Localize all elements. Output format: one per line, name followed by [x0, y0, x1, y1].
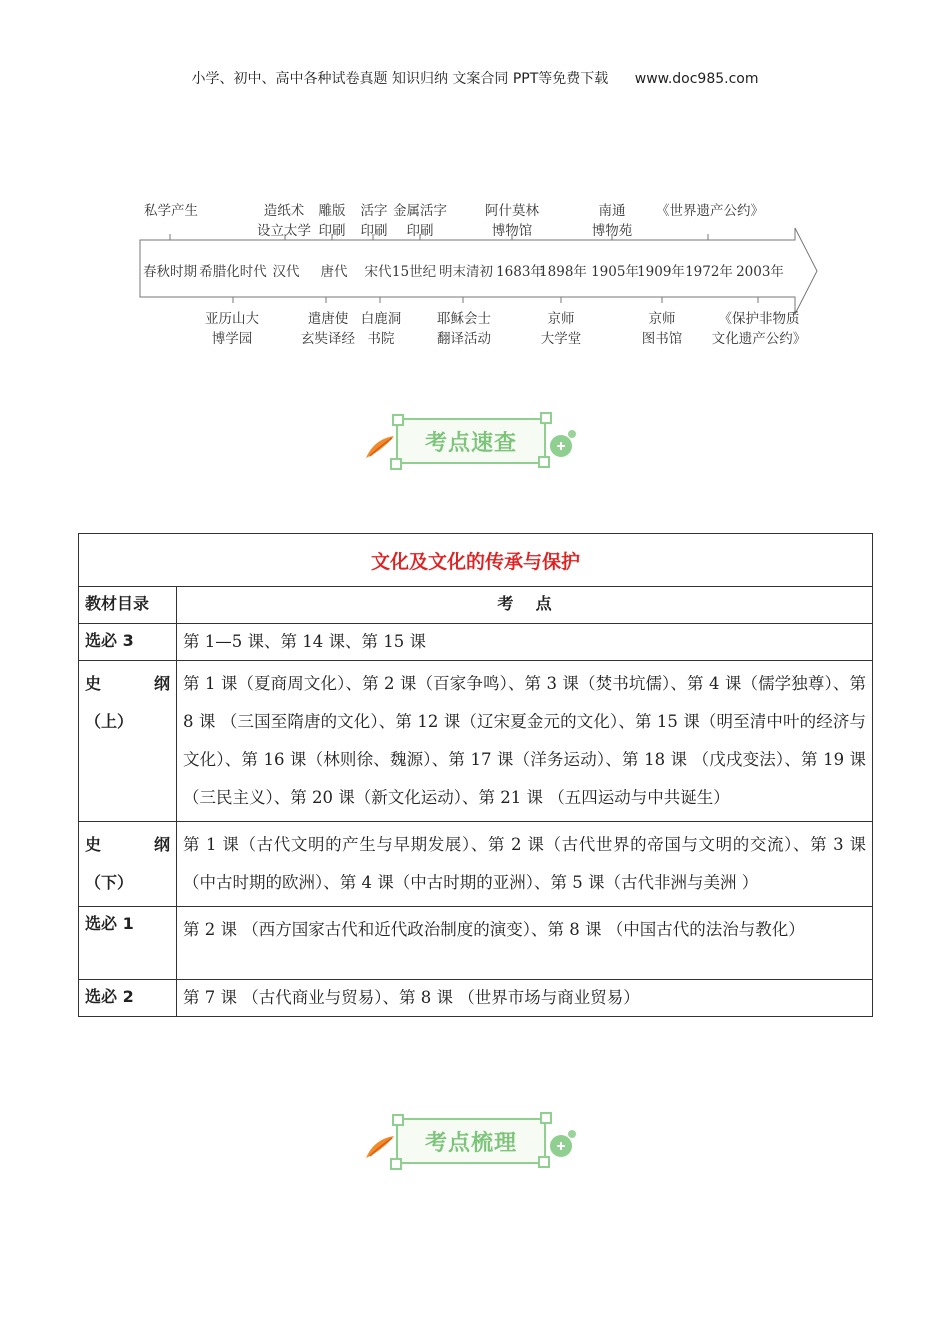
table-row-content: 第 1 课（夏商周文化）、第 2 课（百家争鸣）、第 3 课（焚书坑儒）、第 4 课（儒学独尊）、第 8 课 （三国至隋唐的文化）、第 12 课（辽宋夏金元的文化）、第 15 课（明至清中叶的经济与文化）、第 16 课（林则徐、魏源）、第 17 课（洋务运动）、第 18 课 （戊戌变法）、第 19 课（三民主义）、第 20 课（新文化运动）、第 21 课 （五四运动与中共诞生） — [177, 661, 873, 822]
timeline-event-below: 京师 图书馆 — [641, 311, 683, 347]
timeline-event-above: 私学产生 — [144, 203, 198, 219]
timeline-period: 明末清初 — [439, 264, 493, 280]
timeline-period: 汉代 — [272, 264, 300, 280]
timeline-period: 1905年 — [591, 264, 639, 280]
page-header — [0, 68, 950, 88]
timeline-period: 2003年 — [736, 264, 784, 280]
timeline-period: 1898年 — [539, 264, 587, 280]
timeline-event-above: 活字 印刷 — [360, 203, 388, 239]
circle-icon — [548, 1128, 580, 1160]
timeline-period: 1972年 — [685, 264, 733, 280]
section-banner-review — [362, 1116, 582, 1172]
timeline-event-above: 南通 博物苑 — [591, 203, 633, 239]
timeline-event-below: 京师 大学堂 — [540, 311, 582, 347]
leaf-icon — [364, 432, 398, 460]
table-row-label: 选必 1 — [79, 907, 177, 980]
banner-label: 考点梳理 — [396, 1118, 546, 1164]
timeline-period: 春秋时期 — [143, 264, 197, 280]
table-row-label: 史 纲 （上） — [79, 661, 177, 822]
timeline-event-below: 遣唐使 玄奘译经 — [301, 311, 355, 347]
table-row-content: 第 1 课（古代文明的产生与早期发展）、第 2 课（古代世界的帝国与文明的交流）、第 3 课（中古时期的欧洲）、第 4 课（中古时期的亚洲）、第 5 课（古代非洲与美洲 ） — [177, 822, 873, 907]
timeline-period: 宋代 — [364, 264, 392, 280]
timeline-event-above: 金属活字 印刷 — [393, 203, 447, 239]
header-text: 小学、初中、高中各种试卷真题 知识归纳 文案合同 PPT等免费下载 — [191, 71, 609, 87]
table-title: 文化及文化的传承与保护 — [79, 534, 873, 587]
table-row-label: 选必 2 — [79, 980, 177, 1017]
table-row-content: 第 2 课 （西方国家古代和近代政治制度的演变）、第 8 课 （中国古代的法治与教化） — [177, 907, 873, 980]
timeline-period: 1683年 — [496, 264, 544, 280]
timeline-period: 唐代 — [320, 264, 348, 280]
banner-label: 考点速查 — [396, 418, 546, 464]
timeline-period: 希腊化时代 — [199, 264, 267, 280]
timeline-event-above: 《世界遗产公约》 — [656, 203, 764, 219]
section-banner-quick-check — [362, 416, 582, 472]
timeline-period: 15世纪 — [391, 264, 437, 280]
curriculum-table — [78, 533, 873, 1017]
circle-icon — [548, 428, 580, 460]
table-row-content: 第 1—5 课、第 14 课、第 15 课 — [177, 624, 873, 661]
table-row-label: 选必 3 — [79, 624, 177, 661]
timeline-event-below: 《保护非物质 文化遗产公约》 — [711, 311, 807, 347]
header-site: www.doc985.com — [634, 71, 759, 87]
timeline-event-below: 白鹿洞 书院 — [360, 311, 402, 347]
timeline-event-below: 耶稣会士 翻译活动 — [437, 311, 491, 347]
column-header-catalog: 教材目录 — [79, 587, 177, 624]
column-header-points: 考 点 — [177, 587, 873, 624]
timeline-event-above: 造纸术 设立太学 — [257, 203, 311, 239]
timeline-event-above: 阿什莫林 博物馆 — [485, 203, 539, 239]
leaf-icon — [364, 1132, 398, 1160]
table-row-content: 第 7 课 （古代商业与贸易）、第 8 课 （世界市场与商业贸易） — [177, 980, 873, 1017]
table-row-label: 史 纲 （下） — [79, 822, 177, 907]
timeline-event-above: 雕版 印刷 — [318, 203, 346, 239]
timeline-event-below: 亚历山大 博学园 — [205, 311, 259, 347]
timeline-period: 1909年 — [637, 264, 685, 280]
